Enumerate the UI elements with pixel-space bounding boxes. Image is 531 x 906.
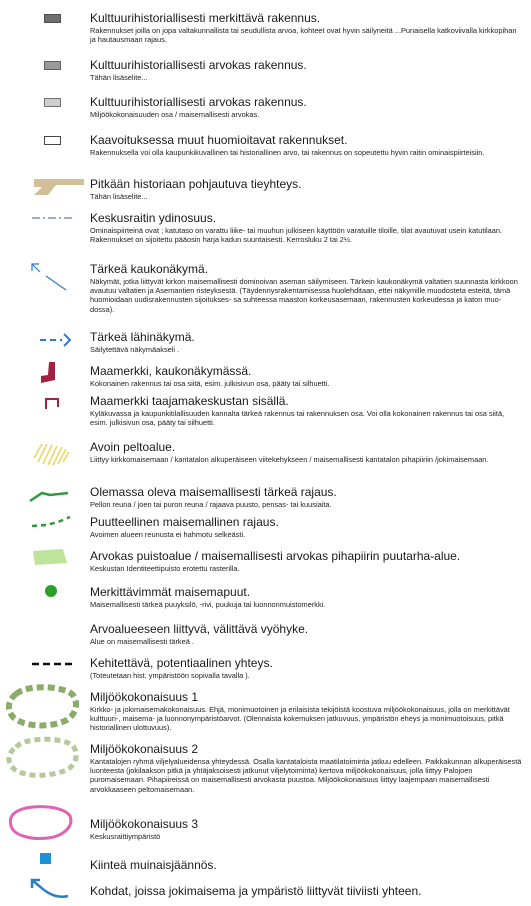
river-connection-arrow-icon xyxy=(30,878,70,902)
legend-item xyxy=(90,58,523,82)
ancient-remain-icon xyxy=(40,853,52,865)
legend-item-title: Miljöökokonaisuus 3 xyxy=(90,817,199,831)
legend-item xyxy=(90,817,523,841)
legend-item xyxy=(90,364,523,388)
legend-item-title: Arvoalueeseen liittyvä, välittävä vyöhyke. xyxy=(90,622,309,636)
potential-connection-icon xyxy=(32,661,76,667)
legend-item-description: Keskusraittiympäristö xyxy=(90,832,161,841)
legend-item-description: Miljöökokonaisuuden osa / maisemallisesti arvokas. xyxy=(90,110,260,119)
legend-item-title: Kohdat, joissa jokimaisema ja ympäristö liittyvät tiiviisti yhteen. xyxy=(90,884,422,898)
legend-item xyxy=(90,485,523,509)
legend-item-description: Keskustan Identiteettipuisto erotettu rasterilla. xyxy=(90,564,240,573)
legend-item-title: Maamerkki, kaukonäkymässä. xyxy=(90,364,252,378)
legend-item-title: Kaavoituksessa muut huomioitavat rakennukset. xyxy=(90,133,348,147)
legend-item-description: Rakennukset joilla on jopa valtakunnallista tai seudullista arvoa, kohteet ovat hyvin säilyneitä ...Punaisella katkoviivalla kirkkopihan ja hautausmaan rajaus. xyxy=(90,26,517,45)
legend-item-description: Kantatalojen ryhmä viljelyalueidensa yhteydessä. Osalla kantataloista maatilatoiminta jatkuu edelleen. Paikkakunnan alkuperäisestä luonteesta (jokilaakson pitkä ja yhtäjaksoisesti jatkunut viljelytoiminta) kertova miljöökokonaisuus, jolla liittyy Palojoen puromaisemaan. Pihapiireissä on maisemallisesti arvokasta puustoa. Miljöökokonaisuus liittyy laajempaan maisemallisesti arvokkaaseen peltomaisemaan. xyxy=(90,757,522,794)
legend-item-description: Kokonainen rakennus tai osa siitä, esim. julkisivun osa, pääty tai silhuetti. xyxy=(90,379,330,388)
open-field-hatch-icon xyxy=(30,438,72,468)
legend-item xyxy=(90,690,523,733)
legend-item xyxy=(90,177,523,201)
landmark-distant-icon xyxy=(40,362,58,384)
legend-item xyxy=(90,262,523,314)
milieu-3-icon xyxy=(8,802,74,842)
landscape-tree-icon xyxy=(44,584,58,598)
legend-item xyxy=(90,211,523,244)
legend-item xyxy=(90,585,523,609)
legend-item-title: Kulttuurihistoriallisesti merkittävä rakennus. xyxy=(90,11,321,25)
white-building-icon xyxy=(44,136,62,146)
dark-grey-building-icon xyxy=(44,14,62,24)
legend-item-title: Tärkeä kaukonäkymä. xyxy=(90,262,209,276)
legend-item-title: Olemassa oleva maisemallisesti tärkeä rajaus. xyxy=(90,485,337,499)
legend-item-description: Maisemallisesti tärkeä puuyksilö, -rivi, puukuja tai luonnonmuistomerkki. xyxy=(90,600,326,609)
legend-item-description: Alue on maisemallisesti tärkeä . xyxy=(90,637,194,646)
legend-item xyxy=(90,742,523,794)
legend-item xyxy=(90,440,523,464)
deficient-boundary-icon xyxy=(32,514,74,530)
legend-item-title: Keskusraitin ydinosuus. xyxy=(90,211,217,225)
legend-item-title: Kulttuurihistoriallisesti arvokas rakennus. xyxy=(90,58,307,72)
near-view-arrow-icon xyxy=(40,333,74,347)
legend-item-description: (Toteutetaan hist. ympäristöön sopivalla tavalla ). xyxy=(90,671,250,680)
legend-item-title: Maamerkki taajamakeskustan sisällä. xyxy=(90,394,289,408)
legend-item-title: Kehitettävä, potentiaalinen yhteys. xyxy=(90,656,273,670)
legend-item xyxy=(90,622,523,646)
legend-item-description: Avoimen alueen reunusta ei hahmotu selkeästi. xyxy=(90,530,246,539)
legend-item-title: Puutteellinen maisemallinen rajaus. xyxy=(90,515,279,529)
legend-item-title: Avoin peltoalue. xyxy=(90,440,176,454)
legend-item-title: Tärkeä lähinäkymä. xyxy=(90,330,195,344)
legend-item-title: Arvokas puistoalue / maisemallisesti arvokas pihapiirin puutarha-alue. xyxy=(90,549,461,563)
legend-item-title: Kulttuurihistoriallisesti arvokas rakennus. xyxy=(90,95,307,109)
legend-item-title: Merkittävimmät maisemapuut. xyxy=(90,585,251,599)
milieu-2-icon xyxy=(6,735,80,779)
legend-item-title: Pitkään historiaan pohjautuva tieyhteys. xyxy=(90,177,302,191)
milieu-1-icon xyxy=(6,684,80,728)
historic-road-icon xyxy=(34,177,84,197)
legend-item-description: Näkymät, jotka liittyvät kirkon maisemallisesti dominoivan aseman säilymiseen. Tärkein kaukonäkymä valtatien suunnasta kirkkoon avautuu valtatien ja Asemantien risteyksestä. (Täydennysrakentamisessa huolehditaan, ettei näkymille muodosteta esteitä, tämä huomioidaan uudisrakennusten sijoitukses- sa suhteessa maaston korkeusasemaan, rakennusten korkeudessa ja katon muo- dossa). xyxy=(90,277,518,314)
landmark-center-icon xyxy=(44,397,62,411)
legend-item-description: Kirkko- ja jokimaisemakokonaisuus. Ehjä, monimuotoinen ja erilaisista tekijöistä koostuva miljöökokonaisuus, jolla on merkittävät kulttuuri-, maisema- ja luonnonympäristöarvot. (Olennaista kokemuksen jatkuvuus, ympäristön eheys ja monimuotoisuus, pitkä historiallinen ulottuvuus). xyxy=(90,705,510,733)
legend-item-description: Säilytettävä näkymäakseli . xyxy=(90,345,180,354)
legend-item-description: Tähän lisäselite... xyxy=(90,73,148,82)
park-area-icon xyxy=(33,549,69,567)
legend-item-description: Ominaispiirteinä ovat ; katutaso on varattu liike- tai muuhun julkiseen käyttöön varatuille tiloille, tilat avautuvat usein katutilaan. Rakennukset on sijoitettu pääosin harja kadun suuntaisesti. Kerrosluku 2 tai 2½. xyxy=(90,226,503,245)
legend-item xyxy=(90,95,523,119)
grey-building-icon xyxy=(44,61,62,71)
legend-item-description: Tähän lisäselite... xyxy=(90,192,148,201)
legend-item xyxy=(90,858,523,872)
legend-item xyxy=(90,133,523,157)
legend-item-title: Miljöökokonaisuus 1 xyxy=(90,690,199,704)
legend-item-description: Kyläkuvassa ja kaupunkitilallisuuden kannalta tärkeä rakennus tai rakennuksen osa. Voi olla kokonainen rakennus tai osa siitä, esim. julkisivun osa, pääty tai silhuetti. xyxy=(90,409,505,428)
existing-boundary-icon xyxy=(30,487,72,505)
legend-item-description: Liittyy kirkkomaisemaan / kantatalon alkuperäiseen viitekehykseen / maisemallisesti kantatalon pihapiiriin /jokimaisemaan. xyxy=(90,455,489,464)
legend-item-description: Pellon reuna / joen tai puron reuna / rajaava puusto, pensas- tai kuusiaita. xyxy=(90,500,332,509)
legend-item-description: Rakennuksella voi olla kaupunkikuvallinen tai historiallinen arvo, tai rakennus on sopeutettu hyvin raitin ominaispiirteisiin. xyxy=(90,148,485,157)
legend-item xyxy=(90,330,523,354)
legend-item xyxy=(90,515,523,539)
distant-view-arrow-icon xyxy=(30,262,70,292)
legend-item-title: Miljöökokonaisuus 2 xyxy=(90,742,199,756)
legend-item xyxy=(90,656,523,680)
legend-item xyxy=(90,884,523,898)
legend-item xyxy=(90,11,523,44)
light-grey-building-icon xyxy=(44,98,62,108)
legend-item-title: Kiinteä muinaisjäännös. xyxy=(90,858,217,872)
legend-item xyxy=(90,394,523,427)
dash-dot-line-icon xyxy=(32,215,72,221)
legend-item xyxy=(90,549,523,573)
